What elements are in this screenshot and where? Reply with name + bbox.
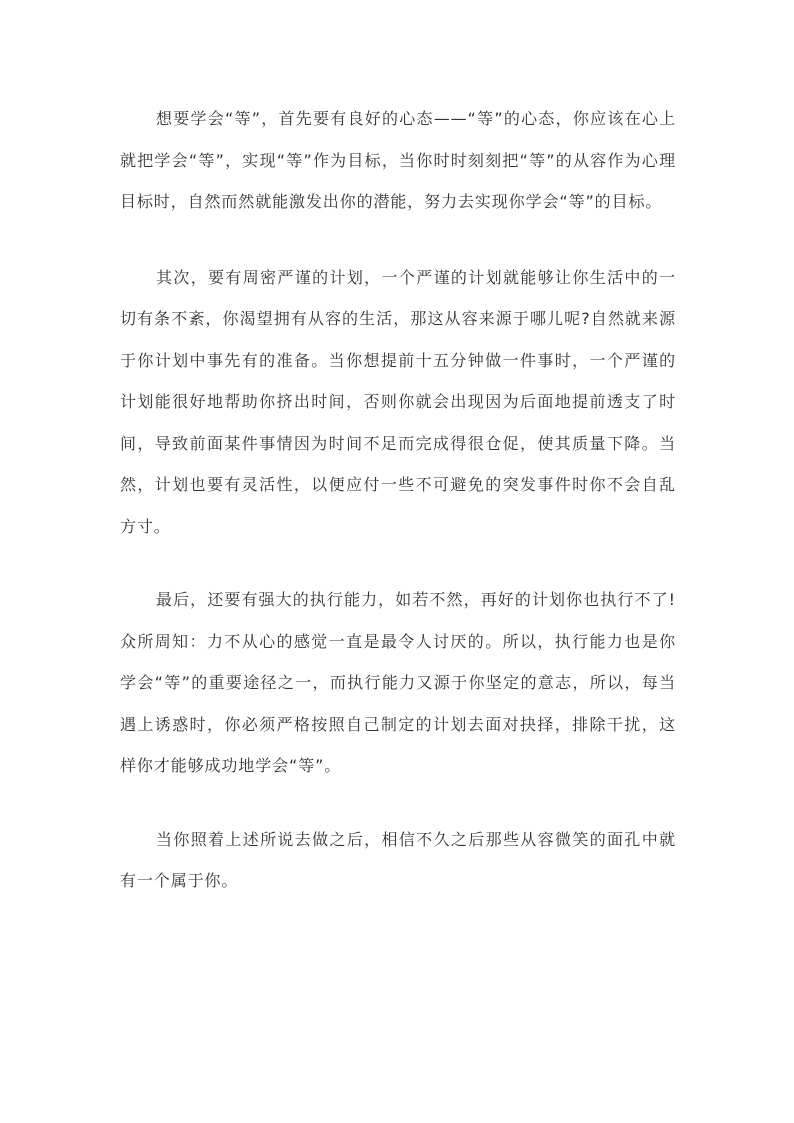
document-body: [120, 98, 676, 935]
paragraph-plan: 其次，要有周密严谨的计划，一个严谨的计划就能够让你生活中的一切有条不紊，你渴望拥有从容的生活，那这从容来源于哪儿呢?自然就来源于你计划中事先有的准备。当你想提前十五分钟做一件事时，一个严谨的计划能很好地帮助你挤出时间，否则你就会出现因为后面地提前透支了时间，导致前面某件事情因为时间不足而完成得很仓促，使其质量下降。当然，计划也要有灵活性，以便应付一些不可避免的突发事件时你不会自乱方寸。: [120, 267, 676, 536]
paragraph-execution: 最后，还要有强大的执行能力，如若不然，再好的计划你也执行不了!众所周知：力不从心的感觉一直是最令人讨厌的。所以，执行能力也是你学会“等”的重要途径之一，而执行能力又源于你坚定的意志，所以，每当遇上诱惑时，你必须严格按照自己制定的计划去面对抉择，排除干扰，这样你才能够成功地学会“等”。: [120, 590, 676, 775]
paragraph-mindset: 想要学会“等”，首先要有良好的心态——“等”的心态，你应该在心上就把学会“等”，实现“等”作为目标，当你时时刻刻把“等”的从容作为心理目标时，自然而然就能激发出你的潜能，努力去实现你学会“等”的目标。: [120, 109, 676, 211]
paragraph-conclusion: 当你照着上述所说去做之后，相信不久之后那些从容微笑的面孔中就有一个属于你。: [120, 829, 676, 890]
